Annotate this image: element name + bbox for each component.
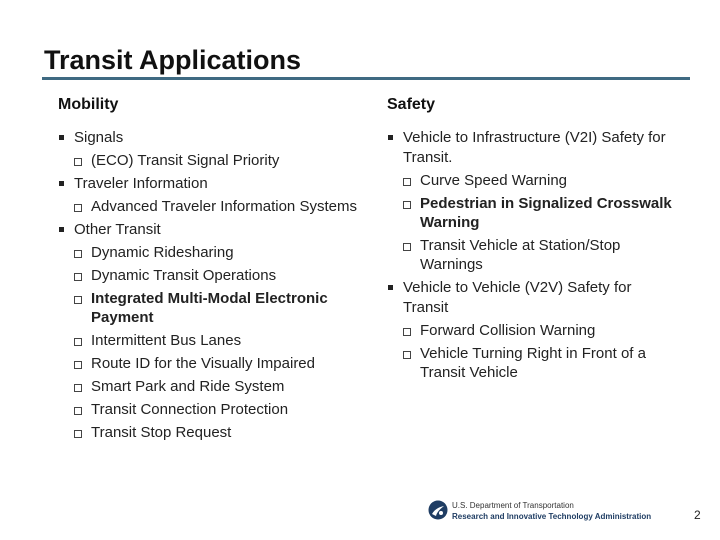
sub-list-item: Transit Connection Protection bbox=[74, 400, 358, 419]
mobility-column bbox=[58, 95, 358, 446]
sub-list-item: Dynamic Transit Operations bbox=[74, 266, 358, 285]
footer-line-administration: Research and Innovative Technology Administration bbox=[452, 512, 652, 521]
list-item-label: Traveler Information bbox=[74, 175, 208, 192]
sub-list-item: Vehicle Turning Right in Front of a Transit Vehicle bbox=[403, 344, 677, 382]
mobility-list bbox=[58, 128, 358, 442]
dot-logo-icon bbox=[428, 500, 448, 520]
sub-list-item: Integrated Multi-Modal Electronic Payment bbox=[74, 289, 358, 327]
list-item bbox=[387, 128, 677, 274]
list-item-label: Signals bbox=[74, 129, 124, 146]
footer-line-department: U.S. Department of Transportation bbox=[452, 501, 574, 510]
slide-title: Transit Applications bbox=[44, 45, 302, 75]
list-item-label: Vehicle to Infrastructure (V2I) Safety for Transit. bbox=[403, 129, 666, 166]
sub-list bbox=[74, 197, 358, 216]
sub-list bbox=[74, 151, 358, 170]
sub-list bbox=[74, 243, 358, 442]
list-item bbox=[58, 128, 358, 170]
list-item-label: Other Transit bbox=[74, 221, 161, 238]
sub-list-item: Pedestrian in Signalized Crosswalk Warning bbox=[403, 194, 677, 232]
sub-list bbox=[403, 321, 677, 382]
sub-list-item: Route ID for the Visually Impaired bbox=[74, 354, 358, 373]
title-divider bbox=[42, 77, 690, 80]
page-number: 2 bbox=[694, 508, 701, 522]
safety-column bbox=[387, 95, 677, 386]
sub-list-item: Intermittent Bus Lanes bbox=[74, 331, 358, 350]
list-item bbox=[58, 174, 358, 216]
sub-list-item: Transit Stop Request bbox=[74, 423, 358, 442]
mobility-heading: Mobility bbox=[58, 96, 119, 113]
sub-list-item: Curve Speed Warning bbox=[403, 171, 677, 190]
sub-list-item: Forward Collision Warning bbox=[403, 321, 677, 340]
safety-heading: Safety bbox=[387, 96, 436, 113]
sub-list-item: Transit Vehicle at Station/Stop Warnings bbox=[403, 236, 677, 274]
sub-list-item: (ECO) Transit Signal Priority bbox=[74, 151, 358, 170]
list-item bbox=[58, 220, 358, 442]
footer-agency bbox=[452, 500, 651, 522]
list-item bbox=[387, 278, 677, 382]
safety-list bbox=[387, 128, 677, 382]
sub-list-item: Advanced Traveler Information Systems bbox=[74, 197, 358, 216]
list-item-label: Vehicle to Vehicle (V2V) Safety for Transit bbox=[403, 279, 632, 316]
sub-list-item: Smart Park and Ride System bbox=[74, 377, 358, 396]
sub-list-item: Dynamic Ridesharing bbox=[74, 243, 358, 262]
sub-list bbox=[403, 171, 677, 274]
